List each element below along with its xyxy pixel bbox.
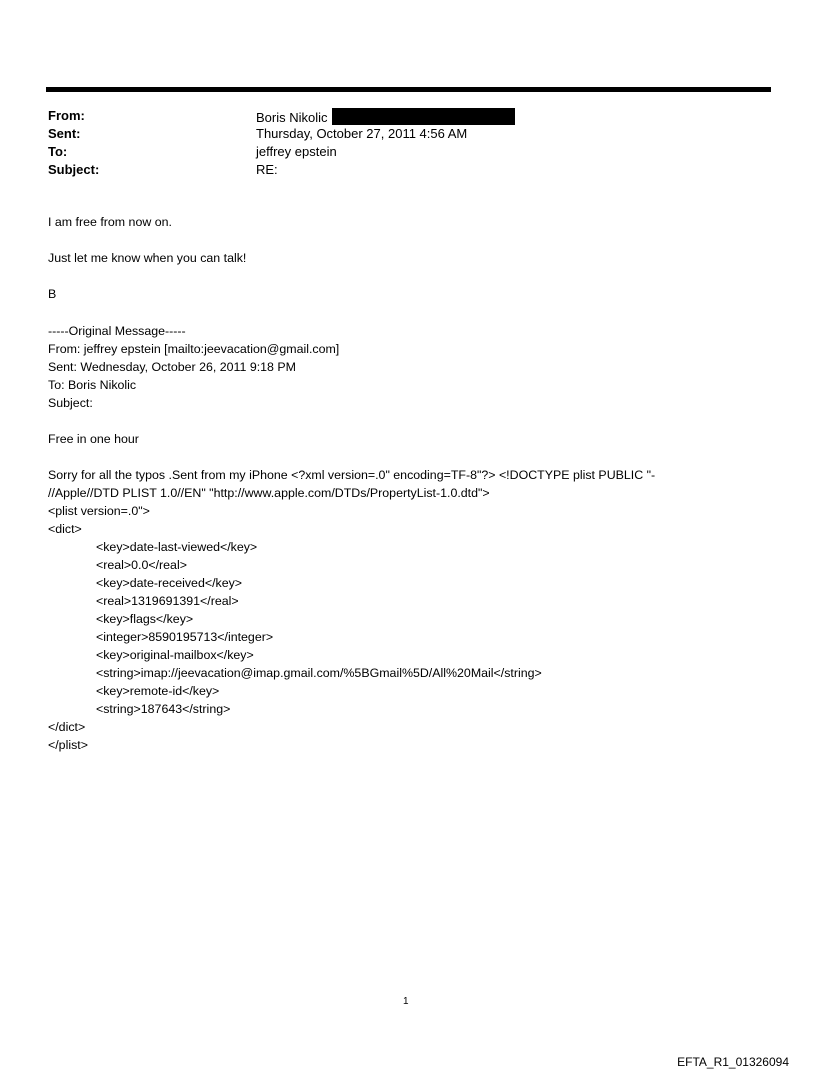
original-separator: -----Original Message----- xyxy=(48,324,186,338)
page-number: 1 xyxy=(403,996,409,1007)
subject-label: Subject: xyxy=(48,162,100,177)
plist-key-4: <key>original-mailbox</key> xyxy=(96,648,254,662)
body-signoff: B xyxy=(48,287,57,301)
sent-label: Sent: xyxy=(48,126,81,141)
original-text: Free in one hour xyxy=(48,432,139,446)
plist-key-1: <key>date-last-viewed</key> xyxy=(96,540,258,554)
plist-open: <plist version=.0"> xyxy=(48,504,150,518)
dict-open: <dict> xyxy=(48,522,82,536)
signature-line-2: //Apple//DTD PLIST 1.0//EN" "http://www.apple.com/DTDs/PropertyList-1.0.dtd"> xyxy=(48,486,490,500)
to-value: jeffrey epstein xyxy=(256,144,337,159)
from-value xyxy=(256,108,515,125)
plist-value-5: <string>187643</string> xyxy=(96,702,231,716)
plist-key-2: <key>date-received</key> xyxy=(96,576,243,590)
body-line-2: Just let me know when you can talk! xyxy=(48,251,247,265)
to-label: To: xyxy=(48,144,68,159)
plist-value-3: <integer>8590195713</integer> xyxy=(96,630,274,644)
plist-key-5: <key>remote-id</key> xyxy=(96,684,220,698)
header-rule xyxy=(46,87,771,92)
subject-value: RE: xyxy=(256,162,278,177)
plist-value-2: <real>1319691391</real> xyxy=(96,594,239,608)
plist-close: </plist> xyxy=(48,738,88,752)
from-label: From: xyxy=(48,108,85,123)
redaction-block xyxy=(332,108,515,125)
sent-value: Thursday, October 27, 2011 4:56 AM xyxy=(256,126,468,141)
original-to: To: Boris Nikolic xyxy=(48,378,137,392)
plist-value-4: <string>imap://jeevacation@imap.gmail.com/%5BGmail%5D/All%20Mail</string> xyxy=(96,666,542,680)
original-subject: Subject: xyxy=(48,396,93,410)
plist-key-3: <key>flags</key> xyxy=(96,612,194,626)
plist-value-1: <real>0.0</real> xyxy=(96,558,187,572)
signature-line-1: Sorry for all the typos .Sent from my iPhone <?xml version=.0" encoding=TF-8"?> <!DOCTYPE plist PUBLIC "- xyxy=(48,468,656,482)
original-sent: Sent: Wednesday, October 26, 2011 9:18 PM xyxy=(48,360,296,374)
original-from: From: jeffrey epstein [mailto:jeevacation@gmail.com] xyxy=(48,342,340,356)
dict-close: </dict> xyxy=(48,720,86,734)
bates-number: EFTA_R1_01326094 xyxy=(677,1055,789,1069)
body-line-1: I am free from now on. xyxy=(48,215,172,229)
from-name: Boris Nikolic xyxy=(256,110,328,125)
